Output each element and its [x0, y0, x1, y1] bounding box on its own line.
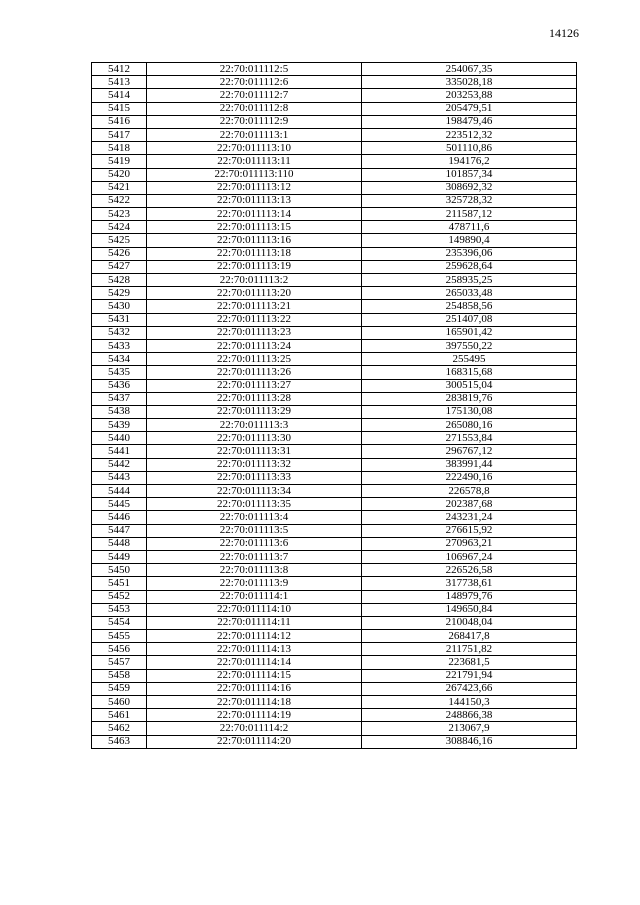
- row-number-cell: 5422: [92, 194, 147, 207]
- row-number-cell: 5429: [92, 287, 147, 300]
- table-row: [92, 405, 577, 418]
- row-number-cell: 5427: [92, 260, 147, 273]
- cadastral-number-cell: 22:70:011113:6: [147, 537, 362, 550]
- value-cell: 283819,76: [362, 392, 577, 405]
- value-cell: 255495: [362, 353, 577, 366]
- cadastral-number-cell: 22:70:011113:10: [147, 142, 362, 155]
- cadastral-number-cell: 22:70:011112:8: [147, 102, 362, 115]
- table-row: [92, 221, 577, 234]
- cadastral-number-cell: 22:70:011113:20: [147, 287, 362, 300]
- table-row: [92, 379, 577, 392]
- value-cell: 198479,46: [362, 115, 577, 128]
- value-cell: 235396,06: [362, 247, 577, 260]
- table-row: [92, 682, 577, 695]
- row-number-cell: 5459: [92, 682, 147, 695]
- page-number: 14126: [549, 26, 579, 40]
- row-number-cell: 5437: [92, 392, 147, 405]
- row-number-cell: 5460: [92, 696, 147, 709]
- value-cell: 148979,76: [362, 590, 577, 603]
- row-number-cell: 5458: [92, 669, 147, 682]
- row-number-cell: 5415: [92, 102, 147, 115]
- table-row: [92, 458, 577, 471]
- value-cell: 211587,12: [362, 208, 577, 221]
- value-cell: 308846,16: [362, 735, 577, 748]
- row-number-cell: 5456: [92, 643, 147, 656]
- cadastral-number-cell: 22:70:011113:34: [147, 485, 362, 498]
- table-row: [92, 115, 577, 128]
- cadastral-number-cell: 22:70:011112:9: [147, 115, 362, 128]
- row-number-cell: 5445: [92, 498, 147, 511]
- table-row: [92, 498, 577, 511]
- row-number-cell: 5461: [92, 709, 147, 722]
- cadastral-number-cell: 22:70:011114:14: [147, 656, 362, 669]
- row-number-cell: 5449: [92, 550, 147, 563]
- cadastral-number-cell: 22:70:011114:10: [147, 603, 362, 616]
- table-row: [92, 155, 577, 168]
- row-number-cell: 5430: [92, 300, 147, 313]
- value-cell: 101857,34: [362, 168, 577, 181]
- value-cell: 254858,56: [362, 300, 577, 313]
- cadastral-number-cell: 22:70:011114:16: [147, 682, 362, 695]
- table-row: [92, 524, 577, 537]
- value-cell: 325728,32: [362, 194, 577, 207]
- cadastral-number-cell: 22:70:011113:16: [147, 234, 362, 247]
- row-number-cell: 5420: [92, 168, 147, 181]
- cadastral-number-cell: 22:70:011113:30: [147, 432, 362, 445]
- row-number-cell: 5431: [92, 313, 147, 326]
- cadastral-number-cell: 22:70:011113:21: [147, 300, 362, 313]
- table-row: [92, 128, 577, 141]
- cadastral-number-cell: 22:70:011113:18: [147, 247, 362, 260]
- cadastral-number-cell: 22:70:011113:11: [147, 155, 362, 168]
- row-number-cell: 5418: [92, 142, 147, 155]
- value-cell: 308692,32: [362, 181, 577, 194]
- value-cell: 210048,04: [362, 616, 577, 629]
- value-cell: 221791,94: [362, 669, 577, 682]
- value-cell: 168315,68: [362, 366, 577, 379]
- table-row: [92, 485, 577, 498]
- row-number-cell: 5421: [92, 181, 147, 194]
- row-number-cell: 5442: [92, 458, 147, 471]
- value-cell: 213067,9: [362, 722, 577, 735]
- table-row: [92, 63, 577, 76]
- cadastral-value-table: [91, 62, 577, 749]
- value-cell: 243231,24: [362, 511, 577, 524]
- cadastral-number-cell: 22:70:011113:25: [147, 353, 362, 366]
- table-row: [92, 722, 577, 735]
- table-row: [92, 590, 577, 603]
- value-cell: 478711,6: [362, 221, 577, 234]
- table-row: [92, 511, 577, 524]
- cadastral-number-cell: 22:70:011114:18: [147, 696, 362, 709]
- table-row: [92, 313, 577, 326]
- row-number-cell: 5423: [92, 208, 147, 221]
- value-cell: 202387,68: [362, 498, 577, 511]
- cadastral-number-cell: 22:70:011114:20: [147, 735, 362, 748]
- cadastral-number-cell: 22:70:011113:27: [147, 379, 362, 392]
- value-cell: 223512,32: [362, 128, 577, 141]
- row-number-cell: 5438: [92, 405, 147, 418]
- cadastral-number-cell: 22:70:011113:4: [147, 511, 362, 524]
- cadastral-number-cell: 22:70:011113:28: [147, 392, 362, 405]
- row-number-cell: 5425: [92, 234, 147, 247]
- row-number-cell: 5412: [92, 63, 147, 76]
- value-cell: 226526,58: [362, 564, 577, 577]
- cadastral-number-cell: 22:70:011113:8: [147, 564, 362, 577]
- table-row: [92, 537, 577, 550]
- table-row: [92, 550, 577, 563]
- row-number-cell: 5454: [92, 616, 147, 629]
- table-row: [92, 643, 577, 656]
- table-row: [92, 194, 577, 207]
- value-cell: 258935,25: [362, 274, 577, 287]
- row-number-cell: 5414: [92, 89, 147, 102]
- value-cell: 268417,8: [362, 630, 577, 643]
- row-number-cell: 5455: [92, 630, 147, 643]
- value-cell: 211751,82: [362, 643, 577, 656]
- value-cell: 265033,48: [362, 287, 577, 300]
- table-row: [92, 247, 577, 260]
- table-row: [92, 353, 577, 366]
- table-row: [92, 142, 577, 155]
- table-row: [92, 260, 577, 273]
- value-cell: 248866,38: [362, 709, 577, 722]
- value-cell: 149890,4: [362, 234, 577, 247]
- cadastral-number-cell: 22:70:011113:110: [147, 168, 362, 181]
- value-cell: 106967,24: [362, 550, 577, 563]
- cadastral-number-cell: 22:70:011114:11: [147, 616, 362, 629]
- row-number-cell: 5435: [92, 366, 147, 379]
- cadastral-number-cell: 22:70:011113:1: [147, 128, 362, 141]
- cadastral-number-cell: 22:70:011112:6: [147, 76, 362, 89]
- cadastral-number-cell: 22:70:011113:32: [147, 458, 362, 471]
- value-cell: 144150,3: [362, 696, 577, 709]
- row-number-cell: 5452: [92, 590, 147, 603]
- value-cell: 267423,66: [362, 682, 577, 695]
- row-number-cell: 5417: [92, 128, 147, 141]
- cadastral-number-cell: 22:70:011113:24: [147, 339, 362, 352]
- row-number-cell: 5434: [92, 353, 147, 366]
- table-row: [92, 89, 577, 102]
- value-cell: 271553,84: [362, 432, 577, 445]
- cadastral-number-cell: 22:70:011113:13: [147, 194, 362, 207]
- cadastral-number-cell: 22:70:011113:29: [147, 405, 362, 418]
- row-number-cell: 5416: [92, 115, 147, 128]
- cadastral-number-cell: 22:70:011113:9: [147, 577, 362, 590]
- cadastral-number-cell: 22:70:011113:15: [147, 221, 362, 234]
- value-cell: 222490,16: [362, 471, 577, 484]
- table-row: [92, 366, 577, 379]
- cadastral-number-cell: 22:70:011113:12: [147, 181, 362, 194]
- value-cell: 223681,5: [362, 656, 577, 669]
- table-row: [92, 181, 577, 194]
- cadastral-number-cell: 22:70:011113:2: [147, 274, 362, 287]
- table-row: [92, 577, 577, 590]
- cadastral-number-cell: 22:70:011113:3: [147, 419, 362, 432]
- value-cell: 254067,35: [362, 63, 577, 76]
- table-row: [92, 234, 577, 247]
- row-number-cell: 5453: [92, 603, 147, 616]
- value-cell: 194176,2: [362, 155, 577, 168]
- value-cell: 300515,04: [362, 379, 577, 392]
- table-row: [92, 274, 577, 287]
- row-number-cell: 5413: [92, 76, 147, 89]
- row-number-cell: 5447: [92, 524, 147, 537]
- table-row: [92, 76, 577, 89]
- table-row: [92, 603, 577, 616]
- cadastral-number-cell: 22:70:011113:19: [147, 260, 362, 273]
- cadastral-number-cell: 22:70:011114:2: [147, 722, 362, 735]
- cadastral-number-cell: 22:70:011113:23: [147, 326, 362, 339]
- value-cell: 383991,44: [362, 458, 577, 471]
- table-row: [92, 564, 577, 577]
- row-number-cell: 5440: [92, 432, 147, 445]
- value-cell: 259628,64: [362, 260, 577, 273]
- row-number-cell: 5439: [92, 419, 147, 432]
- value-cell: 203253,88: [362, 89, 577, 102]
- table-row: [92, 432, 577, 445]
- value-cell: 205479,51: [362, 102, 577, 115]
- cadastral-number-cell: 22:70:011112:5: [147, 63, 362, 76]
- table-row: [92, 208, 577, 221]
- cadastral-number-cell: 22:70:011113:35: [147, 498, 362, 511]
- cadastral-number-cell: 22:70:011114:1: [147, 590, 362, 603]
- value-cell: 165901,42: [362, 326, 577, 339]
- value-cell: 335028,18: [362, 76, 577, 89]
- table-row: [92, 392, 577, 405]
- value-cell: 397550,22: [362, 339, 577, 352]
- cadastral-number-cell: 22:70:011113:14: [147, 208, 362, 221]
- table-row: [92, 102, 577, 115]
- table-row: [92, 735, 577, 748]
- row-number-cell: 5457: [92, 656, 147, 669]
- table-row: [92, 696, 577, 709]
- cadastral-number-cell: 22:70:011114:19: [147, 709, 362, 722]
- value-cell: 175130,08: [362, 405, 577, 418]
- cadastral-number-cell: 22:70:011114:12: [147, 630, 362, 643]
- row-number-cell: 5450: [92, 564, 147, 577]
- row-number-cell: 5426: [92, 247, 147, 260]
- row-number-cell: 5462: [92, 722, 147, 735]
- cadastral-number-cell: 22:70:011113:33: [147, 471, 362, 484]
- table-body: [92, 63, 577, 749]
- row-number-cell: 5441: [92, 445, 147, 458]
- table-row: [92, 630, 577, 643]
- table-row: [92, 168, 577, 181]
- cadastral-number-cell: 22:70:011114:13: [147, 643, 362, 656]
- table-row: [92, 656, 577, 669]
- table-row: [92, 287, 577, 300]
- row-number-cell: 5433: [92, 339, 147, 352]
- cadastral-number-cell: 22:70:011114:15: [147, 669, 362, 682]
- value-cell: 226578,8: [362, 485, 577, 498]
- table-row: [92, 300, 577, 313]
- row-number-cell: 5432: [92, 326, 147, 339]
- row-number-cell: 5451: [92, 577, 147, 590]
- value-cell: 317738,61: [362, 577, 577, 590]
- cadastral-number-cell: 22:70:011112:7: [147, 89, 362, 102]
- table-row: [92, 709, 577, 722]
- value-cell: 149650,84: [362, 603, 577, 616]
- table-row: [92, 471, 577, 484]
- table-row: [92, 419, 577, 432]
- value-cell: 251407,08: [362, 313, 577, 326]
- cadastral-number-cell: 22:70:011113:26: [147, 366, 362, 379]
- value-cell: 276615,92: [362, 524, 577, 537]
- row-number-cell: 5446: [92, 511, 147, 524]
- row-number-cell: 5419: [92, 155, 147, 168]
- row-number-cell: 5463: [92, 735, 147, 748]
- value-cell: 296767,12: [362, 445, 577, 458]
- cadastral-number-cell: 22:70:011113:7: [147, 550, 362, 563]
- row-number-cell: 5448: [92, 537, 147, 550]
- cadastral-number-cell: 22:70:011113:31: [147, 445, 362, 458]
- row-number-cell: 5424: [92, 221, 147, 234]
- table-row: [92, 326, 577, 339]
- value-cell: 265080,16: [362, 419, 577, 432]
- cadastral-number-cell: 22:70:011113:22: [147, 313, 362, 326]
- cadastral-number-cell: 22:70:011113:5: [147, 524, 362, 537]
- value-cell: 501110,86: [362, 142, 577, 155]
- row-number-cell: 5428: [92, 274, 147, 287]
- row-number-cell: 5436: [92, 379, 147, 392]
- table-row: [92, 445, 577, 458]
- table-row: [92, 339, 577, 352]
- row-number-cell: 5443: [92, 471, 147, 484]
- table-row: [92, 669, 577, 682]
- table-row: [92, 616, 577, 629]
- row-number-cell: 5444: [92, 485, 147, 498]
- value-cell: 270963,21: [362, 537, 577, 550]
